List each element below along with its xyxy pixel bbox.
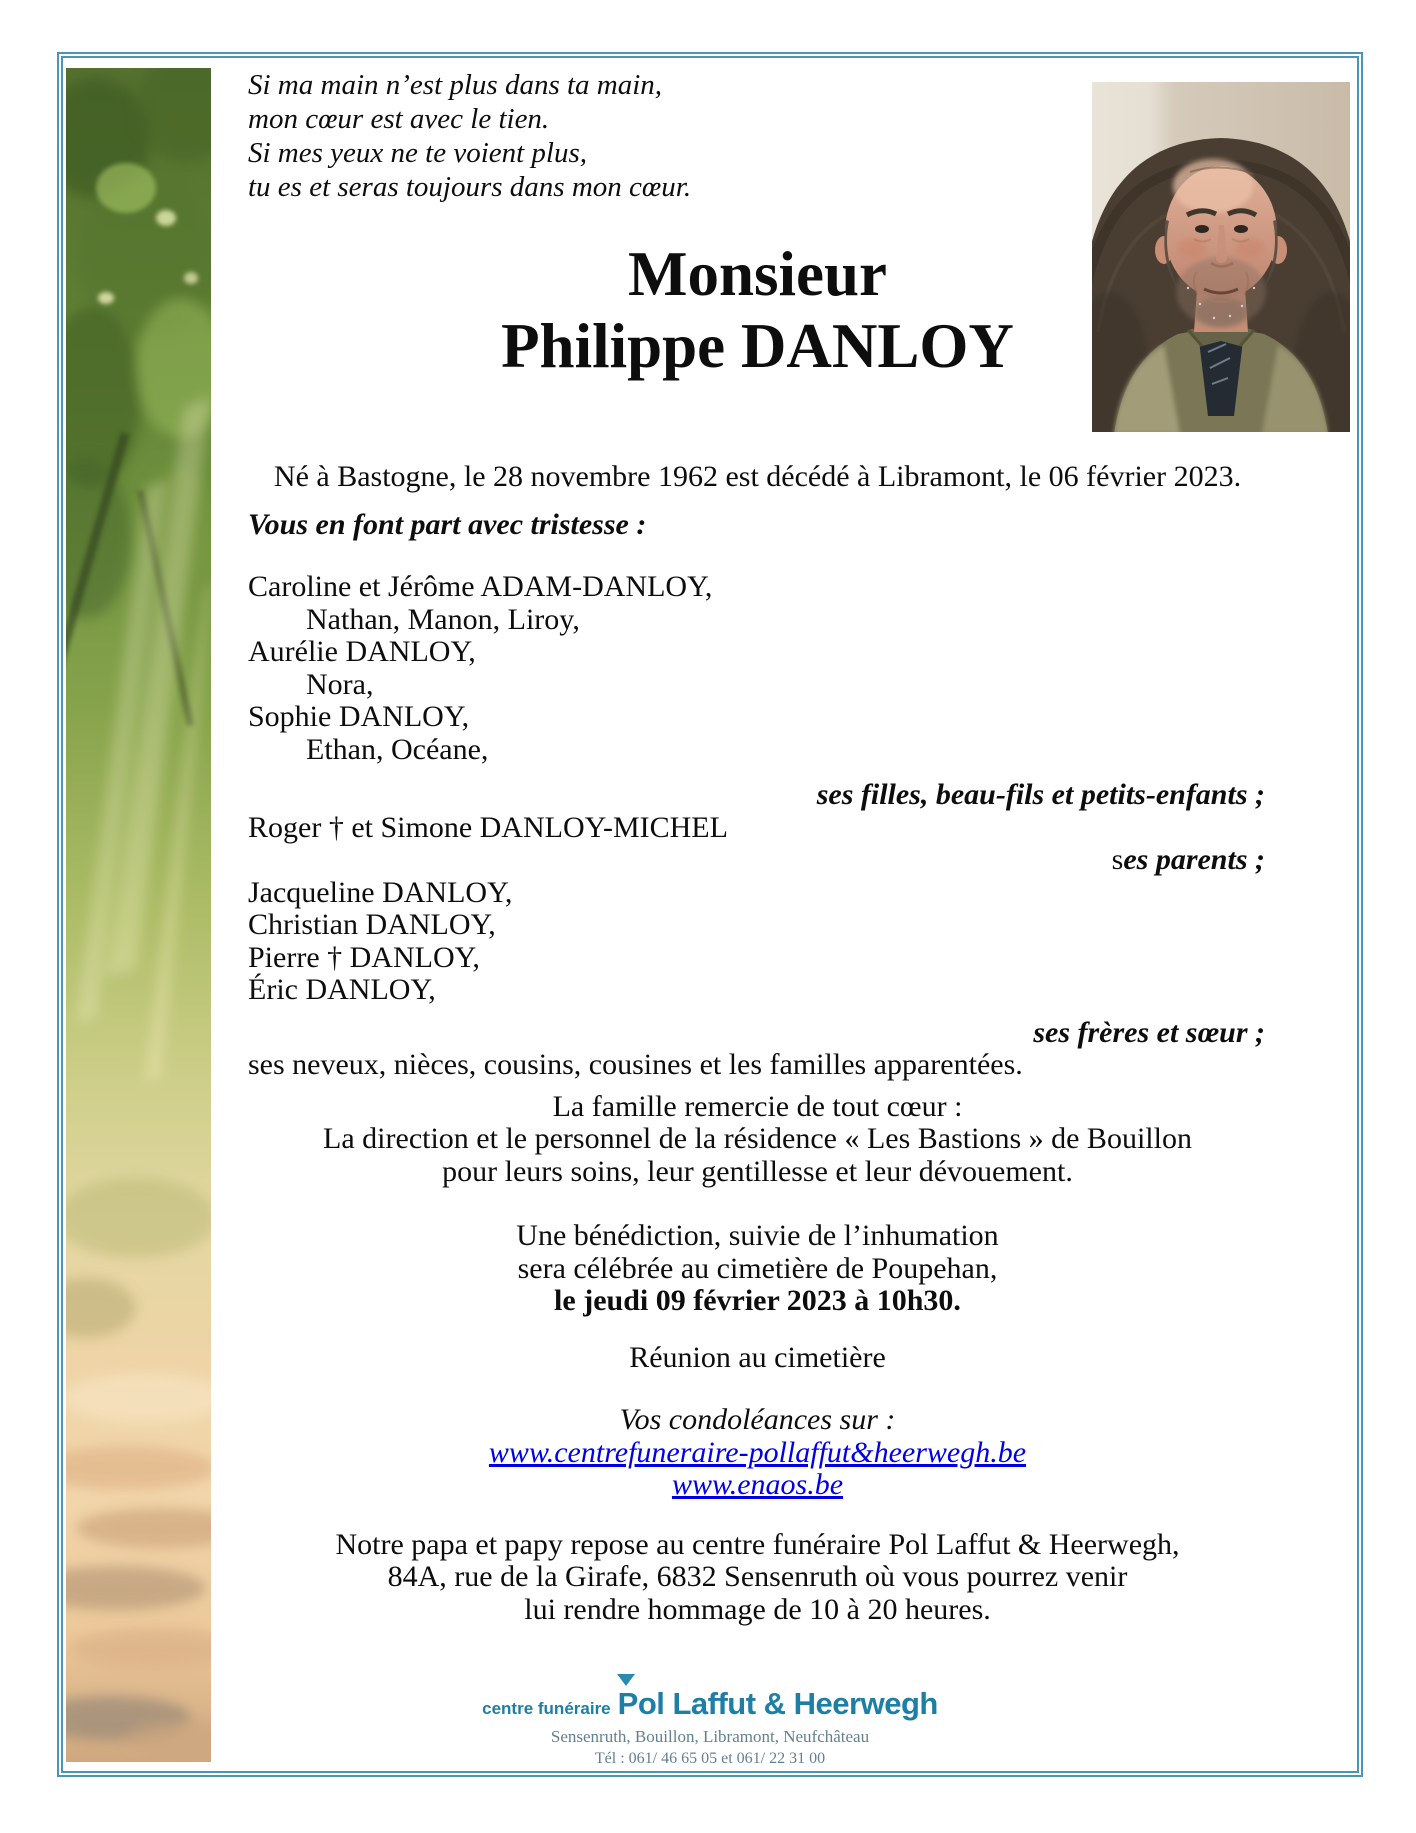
poem-line: Si ma main n’est plus dans ta main, (248, 69, 663, 101)
extended-family-line: ses neveux, nièces, cousins, cousines et les familles apparentées. (248, 1048, 1023, 1081)
ceremony-line: sera célébrée au cimetière de Poupehan, (517, 1251, 998, 1285)
label-prefix: s (1111, 843, 1124, 876)
funeral-home-phone: Tél : 061/ 46 65 05 et 061/ 22 31 00 (594, 1750, 826, 1767)
condolences-label: Vos condoléances sur : (619, 1403, 896, 1436)
family-line: Roger † et Simone DANLOY-MICHEL (248, 810, 728, 844)
meeting-line: Réunion au cimetière (629, 1340, 886, 1374)
thanks-line: La direction et le personnel de la résidence « Les Bastions » de Bouillon (323, 1122, 1192, 1155)
thanks-block (248, 1091, 1267, 1189)
logo-prefix: centre funéraire (482, 1699, 611, 1718)
triangle-logo-icon (617, 1674, 635, 1686)
relationship-label-siblings: ses frères et sœur ; (1033, 1015, 1265, 1049)
family-line: Nathan, Manon, Liroy, (306, 602, 580, 636)
condolences-link-funeraire[interactable]: www.centrefuneraire-pollaffut&heerwegh.be (488, 1435, 1027, 1469)
funeral-home-locations: Sensenruth, Bouillon, Libramont, Neufchâteau (550, 1727, 870, 1746)
decorative-border-frame (57, 52, 1363, 1777)
family-line: Nora, (306, 667, 374, 701)
funeral-home-name: Pol Laffut & Heerwegh (617, 1686, 938, 1721)
poem-line: Si mes yeux ne te voient plus, (248, 137, 588, 169)
repose-block (248, 1529, 1267, 1627)
deceased-civility: Monsieur (628, 239, 887, 309)
repose-line: lui rendre hommage de 10 à 20 heures. (524, 1592, 991, 1626)
announcement-intro: Vous en font part avec tristesse : (248, 508, 647, 541)
family-line: Jacqueline DANLOY, (248, 875, 513, 909)
condolences-link-enaos[interactable]: www.enaos.be (671, 1468, 844, 1501)
condolences-link-row (248, 1437, 1267, 1470)
thanks-line: La famille remercie de tout cœur : (552, 1089, 963, 1123)
forest-path-photo (66, 68, 211, 1762)
opening-poem (248, 68, 1267, 204)
poem-line: mon cœur est avec le tien. (248, 103, 550, 135)
family-line: Aurélie DANLOY, (248, 635, 476, 668)
relationship-label-parents (248, 844, 1267, 877)
condolences-link-row (248, 1469, 1267, 1502)
deceased-name: Philippe DANLOY (501, 311, 1014, 381)
ceremony-block (248, 1220, 1267, 1318)
family-line: Ethan, Océane, (306, 732, 489, 766)
family-line: Caroline et Jérôme ADAM-DANLOY, (248, 570, 713, 603)
family-line: Éric DANLOY, (248, 973, 436, 1006)
family-line: Sophie DANLOY, (248, 700, 470, 733)
family-line: Christian DANLOY, (248, 908, 496, 941)
ceremony-line: Une bénédiction, suivie de l’inhumation (516, 1219, 999, 1252)
repose-line: Notre papa et papy repose au centre funéraire Pol Laffut & Heerwegh, (335, 1527, 1180, 1561)
family-list (248, 571, 1267, 1082)
repose-line: 84A, rue de la Girafe, 6832 Sensenruth où vous pourrez venir (387, 1560, 1128, 1593)
family-line: Pierre † DANLOY, (248, 940, 480, 974)
funeral-home-footer (63, 1686, 1357, 1768)
ceremony-datetime: le jeudi 09 février 2023 à 10h30. (554, 1284, 961, 1317)
text-column (248, 68, 1267, 1626)
condolences-block (248, 1404, 1267, 1502)
thanks-line: pour leurs soins, leur gentillesse et leur dévouement. (442, 1154, 1073, 1188)
funeral-home-logo (482, 1686, 938, 1722)
label-rest: es parents ; (1123, 843, 1265, 876)
deceased-title-block (248, 238, 1267, 382)
birth-death-line: Né à Bastogne, le 28 novembre 1962 est décédé à Libramont, le 06 février 2023. (273, 460, 1242, 493)
poem-line: tu es et seras toujours dans mon cœur. (248, 171, 692, 203)
relationship-label-children: ses filles, beau-fils et petits-enfants ; (816, 778, 1265, 811)
